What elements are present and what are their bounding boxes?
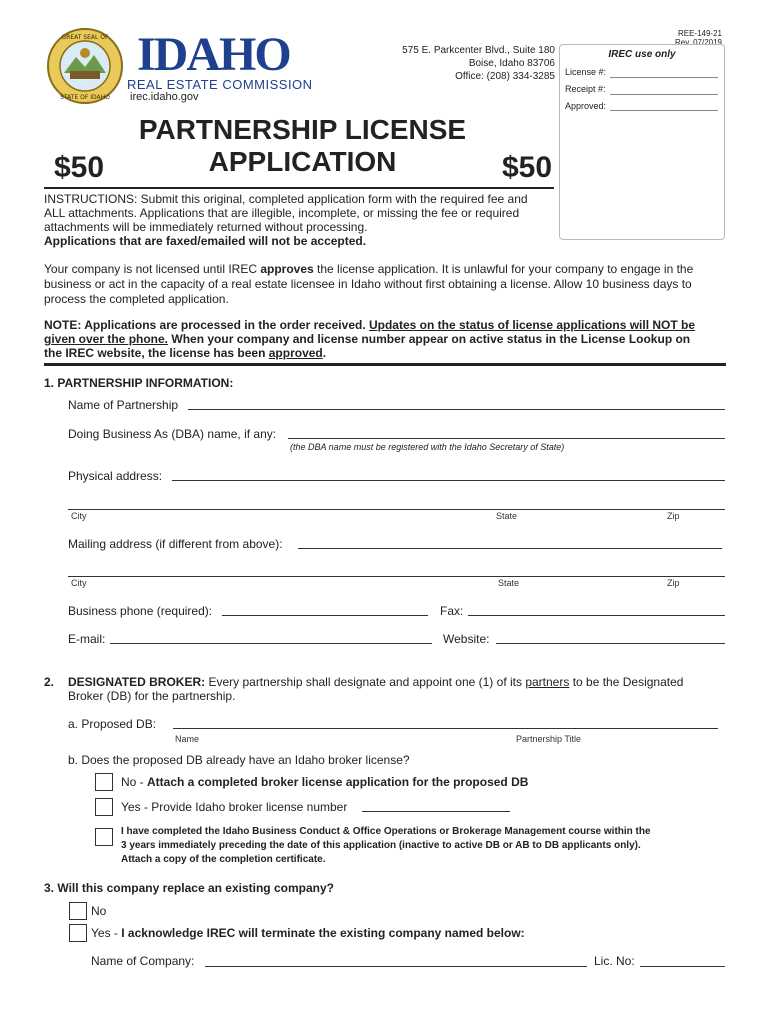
dba-field[interactable] — [288, 438, 725, 439]
replace-yes-checkbox[interactable] — [69, 924, 87, 942]
address-line-1: 575 E. Parkcenter Blvd., Suite 180 — [402, 45, 555, 56]
instructions-fax-warning: Applications that are faxed/emailed will not be accepted. — [44, 234, 367, 248]
section1-heading: 1. PARTNERSHIP INFORMATION: — [44, 376, 234, 390]
svg-text:STATE OF IDAHO: STATE OF IDAHO — [60, 94, 110, 101]
mailing-city-state-zip-field[interactable] — [68, 576, 725, 577]
title-line-1: PARTNERSHIP LICENSE — [138, 114, 467, 145]
company-name-label: Name of Company: — [91, 954, 195, 968]
section3-heading: 3. Will this company replace an existing company? — [44, 881, 334, 895]
db-license-question: b. Does the proposed DB already have an Idaho broker license? — [68, 753, 410, 767]
proposed-db-field[interactable] — [173, 728, 718, 729]
physical-zip-caption: Zip — [667, 511, 680, 521]
logo-wordmark: IDAHO — [137, 28, 290, 81]
section2-intro — [68, 675, 728, 703]
company-license-label: Lic. No: — [594, 954, 635, 968]
physical-address-label: Physical address: — [68, 469, 163, 483]
instructions-line-1: INSTRUCTIONS: Submit this original, completed application form with the required fee and — [44, 192, 528, 206]
db-name-caption: Name — [175, 734, 200, 744]
db-license-number-field[interactable] — [362, 811, 510, 812]
section2-text-a: Every partnership shall designate and appoint one (1) of its — [205, 675, 526, 689]
notice-line-1 — [44, 262, 734, 277]
instructions — [44, 192, 564, 248]
processing-note — [44, 318, 734, 360]
note-line-2-rest: When your company and license number appear on active status in the License Lookup on — [168, 332, 691, 346]
office-phone: Office: (208) 334-3285 — [455, 71, 555, 82]
section2-heading: DESIGNATED BROKER: — [68, 675, 206, 689]
db-yes-text: Yes - Provide Idaho broker license number — [121, 800, 348, 814]
website-label: Website: — [443, 632, 490, 646]
replace-yes-text: Yes - — [91, 926, 122, 940]
company-name-field[interactable] — [205, 966, 587, 967]
fax-label: Fax: — [440, 604, 464, 618]
receipt-number-line — [610, 94, 718, 95]
note-line-3 — [44, 346, 734, 360]
receipt-number-label: Receipt #: — [565, 84, 606, 94]
license-number-label: License #: — [565, 67, 607, 77]
company-license-field[interactable] — [640, 966, 725, 967]
note-approved: approved — [268, 346, 323, 360]
section2-partners: partners — [525, 675, 570, 689]
db-title-caption: Partnership Title — [516, 734, 582, 744]
note-phone: given over the phone. — [44, 332, 169, 346]
mailing-address-field[interactable] — [298, 548, 722, 549]
section2-text-c: to be the Designated — [569, 675, 684, 689]
replace-no-checkbox[interactable] — [69, 902, 87, 920]
fee-left: $50 — [54, 151, 105, 184]
physical-city-caption: City — [71, 511, 87, 521]
physical-address-field[interactable] — [172, 480, 725, 481]
notice-approves: approves — [260, 262, 314, 276]
notice-line-3: process the completed application. — [44, 292, 229, 306]
office-box-title: IREC use only — [608, 49, 676, 60]
note-line-2 — [44, 332, 734, 346]
notice-text-c: the license application. It is unlawful for your company to engage in the — [313, 262, 694, 276]
business-phone-label: Business phone (required): — [68, 604, 213, 618]
email-label: E-mail: — [68, 632, 106, 646]
partnership-name-label: Name of Partnership — [68, 398, 179, 412]
instructions-line-2: ALL attachments. Applications that are illegible, incomplete, or missing the fee or required — [44, 206, 520, 220]
form-number: REE-149-21 — [677, 29, 722, 38]
section2-intro-line-1 — [68, 675, 728, 689]
course-checkbox[interactable] — [95, 828, 113, 846]
dba-label: Doing Business As (DBA) name, if any: — [68, 427, 277, 441]
address-line-2: Boise, Idaho 83706 — [468, 58, 555, 69]
license-number-line — [610, 77, 718, 78]
db-yes-checkbox[interactable] — [95, 798, 113, 816]
partnership-name-field[interactable] — [188, 409, 725, 410]
licensing-notice — [44, 262, 734, 307]
business-phone-field[interactable] — [222, 615, 428, 616]
db-no-text: No - — [121, 775, 148, 789]
proposed-db-label: a. Proposed DB: — [68, 717, 157, 731]
db-no-instruction: Attach a completed broker license application for the proposed DB — [147, 775, 529, 789]
replace-yes-acknowledgement: I acknowledge IREC will terminate the existing company named below: — [121, 926, 525, 940]
section2-intro-line-2: Broker (DB) for the partnership. — [68, 689, 236, 703]
replace-yes-option — [91, 926, 525, 940]
instructions-line-3: attachments will be immediately returned without processing. — [44, 220, 368, 234]
website-field[interactable] — [496, 643, 725, 644]
physical-state-caption: State — [496, 511, 518, 521]
fax-field[interactable] — [468, 615, 725, 616]
physical-city-state-zip-field[interactable] — [68, 509, 725, 510]
db-no-checkbox[interactable] — [95, 773, 113, 791]
page-title — [100, 114, 505, 178]
note-period: . — [322, 346, 327, 360]
email-field[interactable] — [110, 643, 432, 644]
dba-note: (the DBA name must be registered with the Idaho Secretary of State) — [290, 442, 565, 452]
website-link[interactable]: irec.idaho.gov — [130, 91, 199, 103]
mailing-state-caption: State — [498, 578, 520, 588]
notice-line-2: business or act in the capacity of a real estate licensee in Idaho without first obtaining a license. Allow 10 business days to — [44, 277, 692, 291]
fee-right: $50 — [502, 151, 553, 184]
idaho-seal — [46, 27, 124, 105]
notice-text-a: Your company is not licensed until IREC — [44, 262, 261, 276]
note-text-a: NOTE: Applications are processed in the order received. — [44, 318, 369, 332]
svg-text:GREAT SEAL OF: GREAT SEAL OF — [61, 34, 109, 41]
logo-subtitle: REAL ESTATE COMMISSION — [127, 77, 313, 92]
course-line-2: 3 years immediately preceding the date of this application (inactive to active DB or AB to DB applicants only). — [121, 840, 641, 851]
title-line-2: APPLICATION — [208, 146, 397, 177]
title-rule — [44, 187, 554, 189]
mailing-zip-caption: Zip — [667, 578, 680, 588]
course-line-3: Attach a copy of the completion certificate. — [121, 854, 326, 865]
course-line-1: I have completed the Idaho Business Conduct & Office Operations or Brokerage Management course within the — [121, 826, 651, 837]
commission-address — [380, 44, 555, 83]
mailing-city-caption: City — [71, 578, 87, 588]
approved-label: Approved: — [565, 101, 607, 111]
form-revision: Rev. 07/2019 — [675, 38, 722, 47]
db-no-option — [121, 775, 528, 789]
irec-use-only-box — [559, 44, 725, 240]
note-text-b: Updates on the status of license applications will NOT be — [368, 318, 696, 332]
approved-line — [610, 110, 718, 111]
course-certification — [121, 825, 731, 867]
note-line-1 — [44, 318, 734, 332]
section2-number: 2. — [44, 675, 55, 689]
replace-no-label: No — [91, 904, 107, 918]
note-line-3-a: the IREC website, the license has been — [44, 346, 269, 360]
mailing-address-label: Mailing address (if different from above): — [68, 537, 283, 551]
section-divider — [44, 363, 726, 366]
